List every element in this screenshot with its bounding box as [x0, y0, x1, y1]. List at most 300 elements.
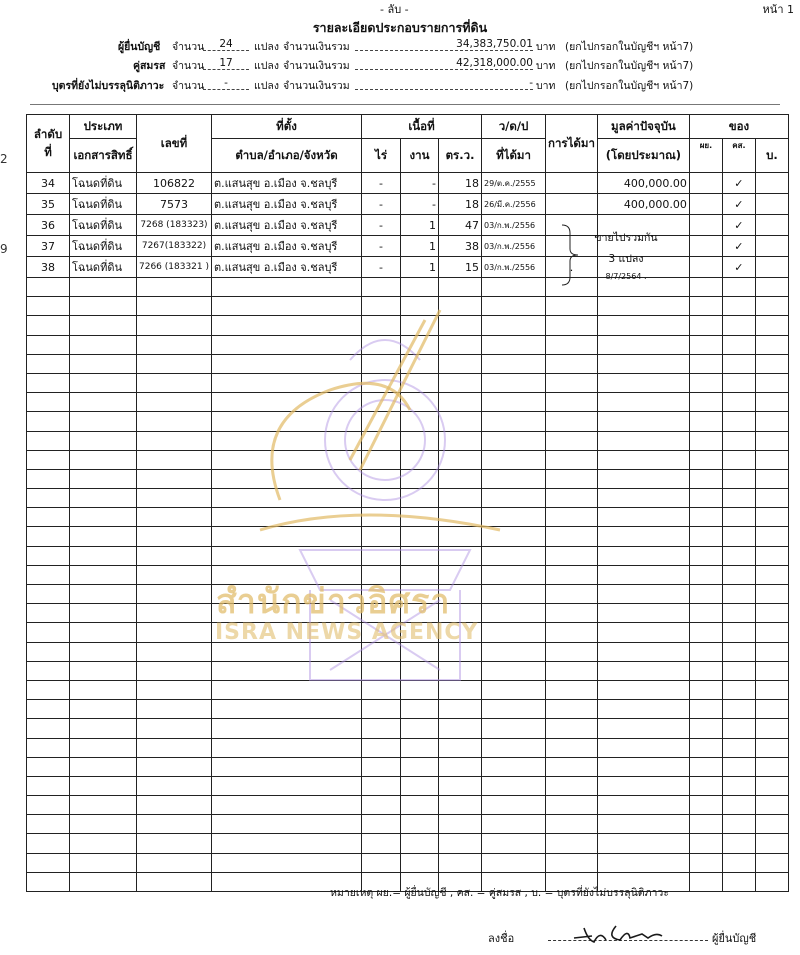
blank-cell: [689, 278, 722, 297]
cell-owner-spouse: ✓: [722, 236, 755, 257]
blank-cell: [597, 412, 689, 431]
cell-number: 7266 (183321 ): [137, 257, 212, 278]
blank-cell: [27, 738, 70, 757]
blank-cell: [401, 373, 439, 392]
blank-row: [27, 738, 789, 757]
blank-cell: [722, 469, 755, 488]
blank-cell: [401, 527, 439, 546]
blank-cell: [597, 585, 689, 604]
table-row: [27, 194, 789, 215]
footer-note: หมายเหตุ ผย.= ผู้ยื่นบัญชี , คส. = คู่สมรส , บ. = บุตรที่ยังไม่บรรลุนิติภาวะ: [330, 887, 669, 899]
blank-row: [27, 527, 789, 546]
blank-cell: [439, 796, 482, 815]
blank-cell: [722, 373, 755, 392]
blank-cell: [482, 354, 546, 373]
blank-cell: [689, 738, 722, 757]
blank-cell: [27, 297, 70, 316]
cell-owner-spouse: ✓: [722, 257, 755, 278]
blank-cell: [137, 853, 212, 872]
blank-cell: [439, 278, 482, 297]
blank-cell: [27, 354, 70, 373]
blank-cell: [27, 393, 70, 412]
blank-row: [27, 354, 789, 373]
blank-cell: [597, 335, 689, 354]
blank-cell: [212, 719, 362, 738]
blank-cell: [137, 642, 212, 661]
header-owner: ของ: [689, 115, 788, 139]
blank-cell: [722, 335, 755, 354]
blank-cell: [362, 489, 401, 508]
blank-cell: [689, 661, 722, 680]
blank-cell: [689, 585, 722, 604]
blank-cell: [401, 489, 439, 508]
blank-cell: [546, 469, 598, 488]
blank-cell: [70, 853, 137, 872]
blank-cell: [755, 354, 788, 373]
blank-cell: [401, 815, 439, 834]
cell-date: 29/ต.ค./2555: [482, 173, 546, 194]
blank-cell: [546, 565, 598, 584]
blank-row: [27, 834, 789, 853]
blank-cell: [439, 738, 482, 757]
blank-cell: [439, 469, 482, 488]
blank-cell: [689, 776, 722, 795]
blank-cell: [482, 738, 546, 757]
blank-cell: [137, 508, 212, 527]
blank-cell: [439, 297, 482, 316]
blank-cell: [70, 431, 137, 450]
blank-cell: [212, 335, 362, 354]
header-acquire: การได้มา: [546, 115, 598, 173]
cell-type: โฉนดที่ดิน: [70, 194, 137, 215]
blank-cell: [137, 815, 212, 834]
blank-cell: [439, 815, 482, 834]
blank-cell: [597, 757, 689, 776]
cell-number: 106822: [137, 173, 212, 194]
blank-row: [27, 412, 789, 431]
blank-cell: [597, 508, 689, 527]
header-value: มูลค่าปัจจุบัน: [597, 115, 689, 139]
blank-cell: [482, 508, 546, 527]
cell-location: ต.แสนสุข อ.เมือง จ.ชลบุรี: [212, 257, 362, 278]
blank-cell: [597, 565, 689, 584]
blank-cell: [689, 527, 722, 546]
blank-cell: [546, 527, 598, 546]
blank-cell: [482, 585, 546, 604]
cell-rai: -: [362, 173, 401, 194]
edge-number-1: 2: [0, 152, 8, 166]
sale-note-line3: 8/7/2564 .: [605, 272, 647, 281]
blank-cell: [439, 546, 482, 565]
blank-cell: [546, 776, 598, 795]
blank-cell: [362, 834, 401, 853]
blank-cell: [212, 527, 362, 546]
blank-cell: [546, 719, 598, 738]
blank-cell: [689, 469, 722, 488]
blank-cell: [755, 335, 788, 354]
blank-cell: [401, 431, 439, 450]
sign-label: ลงชื่อ: [488, 932, 515, 945]
blank-cell: [755, 719, 788, 738]
blank-cell: [70, 834, 137, 853]
blank-cell: [362, 527, 401, 546]
blank-cell: [755, 834, 788, 853]
blank-cell: [546, 297, 598, 316]
blank-cell: [362, 316, 401, 335]
blank-cell: [362, 373, 401, 392]
blank-cell: [401, 508, 439, 527]
blank-cell: [212, 815, 362, 834]
blank-cell: [482, 796, 546, 815]
blank-cell: [212, 297, 362, 316]
blank-cell: [70, 489, 137, 508]
cell-ngan: -: [401, 173, 439, 194]
blank-cell: [70, 354, 137, 373]
blank-cell: [70, 565, 137, 584]
blank-cell: [597, 719, 689, 738]
blank-cell: [27, 565, 70, 584]
blank-cell: [597, 489, 689, 508]
blank-cell: [689, 757, 722, 776]
blank-cell: [689, 373, 722, 392]
blank-cell: [212, 700, 362, 719]
blank-cell: [362, 335, 401, 354]
blank-cell: [212, 853, 362, 872]
blank-cell: [482, 546, 546, 565]
blank-cell: [546, 508, 598, 527]
blank-cell: [597, 393, 689, 412]
blank-cell: [722, 278, 755, 297]
blank-cell: [70, 700, 137, 719]
blank-cell: [546, 642, 598, 661]
blank-cell: [70, 796, 137, 815]
blank-cell: [722, 604, 755, 623]
cell-owner-spouse: ✓: [722, 194, 755, 215]
blank-cell: [755, 796, 788, 815]
blank-cell: [212, 680, 362, 699]
blank-cell: [362, 450, 401, 469]
cell-rai: -: [362, 215, 401, 236]
header-number: เลขที่: [137, 115, 212, 173]
blank-cell: [27, 700, 70, 719]
cell-location: ต.แสนสุข อ.เมือง จ.ชลบุรี: [212, 194, 362, 215]
cell-value: 400,000.00: [597, 173, 689, 194]
blank-cell: [362, 776, 401, 795]
blank-cell: [212, 834, 362, 853]
header-date: ว/ด/ป: [482, 115, 546, 139]
header-owner-self: ผย.: [689, 139, 722, 173]
blank-cell: [401, 450, 439, 469]
blank-cell: [439, 853, 482, 872]
blank-row: [27, 335, 789, 354]
blank-cell: [439, 354, 482, 373]
summary-label: คู่สมรส: [133, 60, 166, 72]
blank-cell: [70, 393, 137, 412]
header-type-sub: เอกสารสิทธิ์: [70, 139, 137, 173]
blank-cell: [482, 450, 546, 469]
blank-cell: [70, 719, 137, 738]
blank-cell: [362, 354, 401, 373]
cell-number: 7268 (183323): [137, 215, 212, 236]
blank-cell: [546, 815, 598, 834]
blank-cell: [362, 661, 401, 680]
blank-cell: [362, 796, 401, 815]
blank-cell: [689, 393, 722, 412]
blank-cell: [439, 757, 482, 776]
blank-cell: [689, 834, 722, 853]
blank-cell: [755, 815, 788, 834]
blank-cell: [137, 796, 212, 815]
blank-row: [27, 757, 789, 776]
blank-cell: [755, 316, 788, 335]
blank-cell: [70, 469, 137, 488]
blank-cell: [27, 872, 70, 891]
header-owner-spouse: คส.: [722, 139, 755, 173]
blank-cell: [362, 431, 401, 450]
blank-cell: [755, 450, 788, 469]
blank-cell: [482, 661, 546, 680]
blank-cell: [597, 604, 689, 623]
blank-cell: [482, 623, 546, 642]
blank-cell: [70, 585, 137, 604]
blank-cell: [439, 335, 482, 354]
watermark-english-text: ISRA NEWS AGENCY: [215, 620, 479, 645]
blank-cell: [27, 776, 70, 795]
blank-row: [27, 297, 789, 316]
cell-seq: 36: [27, 215, 70, 236]
blank-cell: [212, 393, 362, 412]
blank-cell: [212, 354, 362, 373]
blank-cell: [401, 316, 439, 335]
blank-row: [27, 853, 789, 872]
blank-cell: [70, 297, 137, 316]
blank-cell: [212, 469, 362, 488]
blank-cell: [546, 335, 598, 354]
blank-cell: [137, 278, 212, 297]
blank-row: [27, 450, 789, 469]
cell-ngan: 1: [401, 215, 439, 236]
cell-location: ต.แสนสุข อ.เมือง จ.ชลบุรี: [212, 215, 362, 236]
header-value-sub: (โดยประมาณ): [597, 139, 689, 173]
blank-cell: [689, 354, 722, 373]
blank-cell: [137, 469, 212, 488]
blank-cell: [401, 796, 439, 815]
blank-cell: [689, 412, 722, 431]
blank-cell: [722, 412, 755, 431]
blank-row: [27, 508, 789, 527]
summary-row-child: [0, 77, 800, 93]
blank-cell: [546, 316, 598, 335]
cell-owner-self: [689, 173, 722, 194]
summary-count-label: จำนวน: [172, 80, 205, 92]
blank-cell: [401, 412, 439, 431]
blank-cell: [70, 815, 137, 834]
cell-owner-self: [689, 236, 722, 257]
blank-cell: [137, 623, 212, 642]
cell-date: 03/ก.พ./2556: [482, 257, 546, 278]
cell-seq: 34: [27, 173, 70, 194]
cell-acquire: [546, 194, 598, 215]
summary-carry: (ยกไปกรอกในบัญชีฯ หน้า7): [565, 60, 694, 72]
blank-cell: [755, 585, 788, 604]
blank-cell: [27, 508, 70, 527]
blank-cell: [439, 700, 482, 719]
blank-cell: [597, 450, 689, 469]
blank-cell: [212, 661, 362, 680]
blank-cell: [27, 469, 70, 488]
blank-cell: [27, 834, 70, 853]
blank-cell: [755, 642, 788, 661]
blank-cell: [722, 623, 755, 642]
cell-ngan: 1: [401, 257, 439, 278]
blank-cell: [439, 680, 482, 699]
cell-owner-child: [755, 173, 788, 194]
cell-wa: 18: [439, 194, 482, 215]
cell-owner-child: [755, 257, 788, 278]
blank-cell: [689, 853, 722, 872]
cell-wa: 18: [439, 173, 482, 194]
blank-cell: [439, 834, 482, 853]
blank-cell: [722, 316, 755, 335]
blank-cell: [212, 738, 362, 757]
blank-cell: [689, 297, 722, 316]
blank-cell: [546, 489, 598, 508]
blank-row: [27, 700, 789, 719]
blank-cell: [722, 546, 755, 565]
cell-type: โฉนดที่ดิน: [70, 215, 137, 236]
blank-cell: [722, 872, 755, 891]
blank-cell: [137, 565, 212, 584]
blank-cell: [689, 604, 722, 623]
cell-wa: 15: [439, 257, 482, 278]
blank-cell: [212, 776, 362, 795]
blank-cell: [362, 393, 401, 412]
blank-cell: [137, 354, 212, 373]
blank-cell: [482, 373, 546, 392]
blank-cell: [689, 796, 722, 815]
blank-cell: [27, 642, 70, 661]
blank-cell: [212, 546, 362, 565]
blank-cell: [722, 719, 755, 738]
summary-amount-label: จำนวนเงินรวม: [283, 60, 350, 72]
blank-cell: [482, 335, 546, 354]
blank-cell: [70, 412, 137, 431]
header-wa: ตร.ว.: [439, 139, 482, 173]
blank-cell: [546, 834, 598, 853]
cell-owner-self: [689, 215, 722, 236]
blank-cell: [689, 565, 722, 584]
blank-cell: [401, 776, 439, 795]
blank-cell: [137, 604, 212, 623]
summary-carry: (ยกไปกรอกในบัญชีฯ หน้า7): [565, 41, 694, 53]
blank-cell: [597, 469, 689, 488]
blank-cell: [27, 278, 70, 297]
summary-row-spouse: [0, 57, 800, 73]
cell-seq: 38: [27, 257, 70, 278]
blank-row: [27, 393, 789, 412]
summary-label: ผู้ยื่นบัญชี: [118, 41, 161, 53]
cell-acquire: .: [546, 257, 598, 278]
blank-cell: [546, 546, 598, 565]
blank-cell: [597, 642, 689, 661]
blank-cell: [401, 661, 439, 680]
summary-row-declarant: [0, 38, 800, 54]
cell-wa: 47: [439, 215, 482, 236]
blank-cell: [401, 297, 439, 316]
blank-cell: [137, 316, 212, 335]
blank-cell: [597, 546, 689, 565]
header-seq: ลำดับ ที่: [27, 115, 70, 173]
blank-cell: [70, 373, 137, 392]
blank-cell: [27, 335, 70, 354]
blank-cell: [722, 834, 755, 853]
blank-cell: [546, 700, 598, 719]
blank-cell: [689, 508, 722, 527]
blank-cell: [597, 738, 689, 757]
blank-cell: [722, 853, 755, 872]
header-type: ประเภท: [70, 115, 137, 139]
blank-cell: [401, 853, 439, 872]
summary-amount-label: จำนวนเงินรวม: [283, 41, 350, 53]
cell-number: 7267(183322): [137, 236, 212, 257]
blank-row: [27, 546, 789, 565]
cell-location: ต.แสนสุข อ.เมือง จ.ชลบุรี: [212, 236, 362, 257]
blank-cell: [755, 853, 788, 872]
blank-cell: [401, 700, 439, 719]
blank-cell: [597, 431, 689, 450]
blank-cell: [137, 834, 212, 853]
blank-cell: [722, 527, 755, 546]
blank-cell: [439, 719, 482, 738]
blank-cell: [137, 527, 212, 546]
blank-cell: [722, 585, 755, 604]
cell-rai: -: [362, 236, 401, 257]
blank-cell: [70, 776, 137, 795]
blank-cell: [401, 354, 439, 373]
blank-cell: [546, 738, 598, 757]
blank-cell: [137, 661, 212, 680]
blank-cell: [722, 393, 755, 412]
blank-cell: [27, 489, 70, 508]
summary-currency: บาท: [536, 80, 556, 92]
blank-cell: [439, 316, 482, 335]
blank-cell: [755, 604, 788, 623]
blank-cell: [722, 661, 755, 680]
document-title: รายละเอียดประกอบรายการที่ดิน: [312, 20, 488, 35]
blank-cell: [546, 757, 598, 776]
blank-cell: [546, 661, 598, 680]
blank-cell: [137, 412, 212, 431]
summary-unit: แปลง: [254, 80, 279, 92]
blank-cell: [546, 604, 598, 623]
cell-ngan: -: [401, 194, 439, 215]
blank-cell: [482, 297, 546, 316]
cell-type: โฉนดที่ดิน: [70, 236, 137, 257]
blank-cell: [546, 623, 598, 642]
blank-cell: [401, 546, 439, 565]
summary-amount: 34,383,750.01: [355, 38, 533, 51]
blank-cell: [27, 719, 70, 738]
blank-cell: [27, 546, 70, 565]
blank-cell: [597, 661, 689, 680]
blank-cell: [546, 354, 598, 373]
blank-cell: [439, 508, 482, 527]
blank-cell: [362, 546, 401, 565]
summary-amount-label: จำนวนเงินรวม: [283, 80, 350, 92]
blank-row: [27, 796, 789, 815]
blank-cell: [439, 393, 482, 412]
cell-owner-spouse: ✓: [722, 215, 755, 236]
